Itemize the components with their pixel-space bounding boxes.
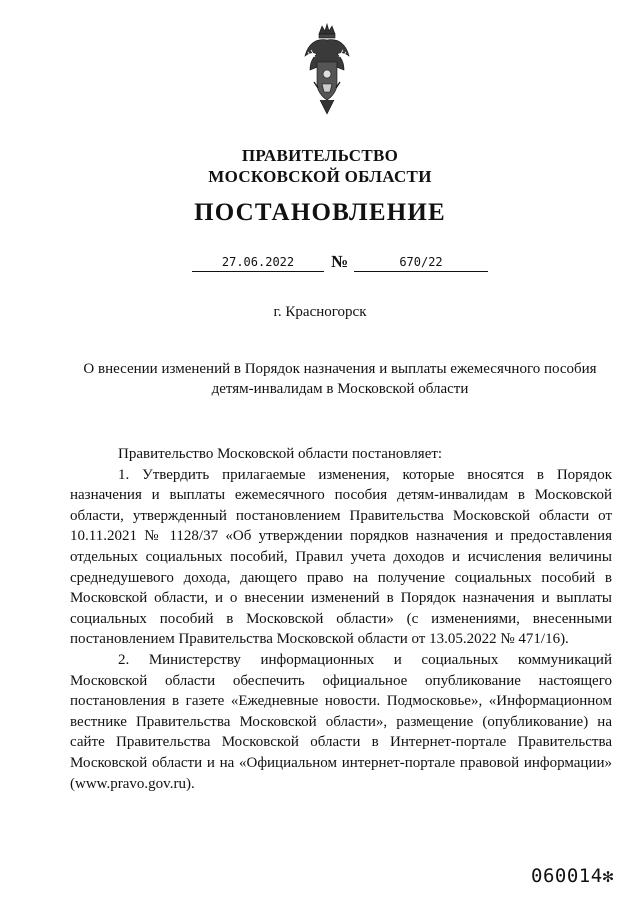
coat-of-arms-icon	[302, 22, 352, 120]
document-number: 670/22	[354, 253, 488, 272]
organization-name-line2: МОСКОВСКОЙ ОБЛАСТИ	[208, 167, 432, 186]
organization-name-line1: ПРАВИТЕЛЬСТВО	[241, 146, 399, 165]
city-name: г. Красногорск	[273, 304, 367, 320]
body-intro: Правительство Московской области постановляет:	[118, 446, 443, 462]
serial-digits: 060014	[531, 865, 603, 887]
subject-line1: О внесении изменений в Порядок назначения и выплаты ежемесячного пособия	[83, 361, 597, 377]
date-number-line	[0, 253, 640, 277]
document-date: 27.06.2022	[192, 253, 324, 272]
star-icon: ✻	[602, 866, 614, 887]
serial-number	[531, 865, 614, 887]
body-item-2: 2. Министерству информационных и социальных коммуникаций Московской области обеспечить официальное опубликование настоящего постановления в газете «Ежедневные новости. Подмосковье», «Информационном вестнике Правительства Московской области», размещение (опубликование) на сайте Правительства Московской области в Интернет-портале Правительства Московской области и на «Официальном интернет-портале правовой информации» (www.pravo.gov.ru).	[70, 651, 612, 792]
subject-line2: детям-инвалидам в Московской области	[211, 381, 469, 397]
number-sign: №	[331, 252, 349, 271]
document-body	[70, 444, 612, 794]
document-subject	[70, 359, 610, 399]
body-item-1: 1. Утвердить прилагаемые изменения, которые вносятся в Порядок назначения и выплаты ежемесячного пособия детям-инвалидам в Московской области, утвержденный постановлением Правительства Московской области от 10.11.2021 № 1128/37 «Об утверждении порядков назначения и предоставления отдельных социальных пособий, Правил учета доходов и исчисления величины среднедушевого дохода, дающего право на получение социальных пособий в Московской области, и о внесении изменений в Порядок назначения и выплаты социальных пособий в Московской области» (с изменениями, внесенными постановлением Правительства Московской области от 13.05.2022 № 471/16).	[70, 466, 612, 648]
document-type-title: ПОСТАНОВЛЕНИЕ	[194, 199, 446, 226]
